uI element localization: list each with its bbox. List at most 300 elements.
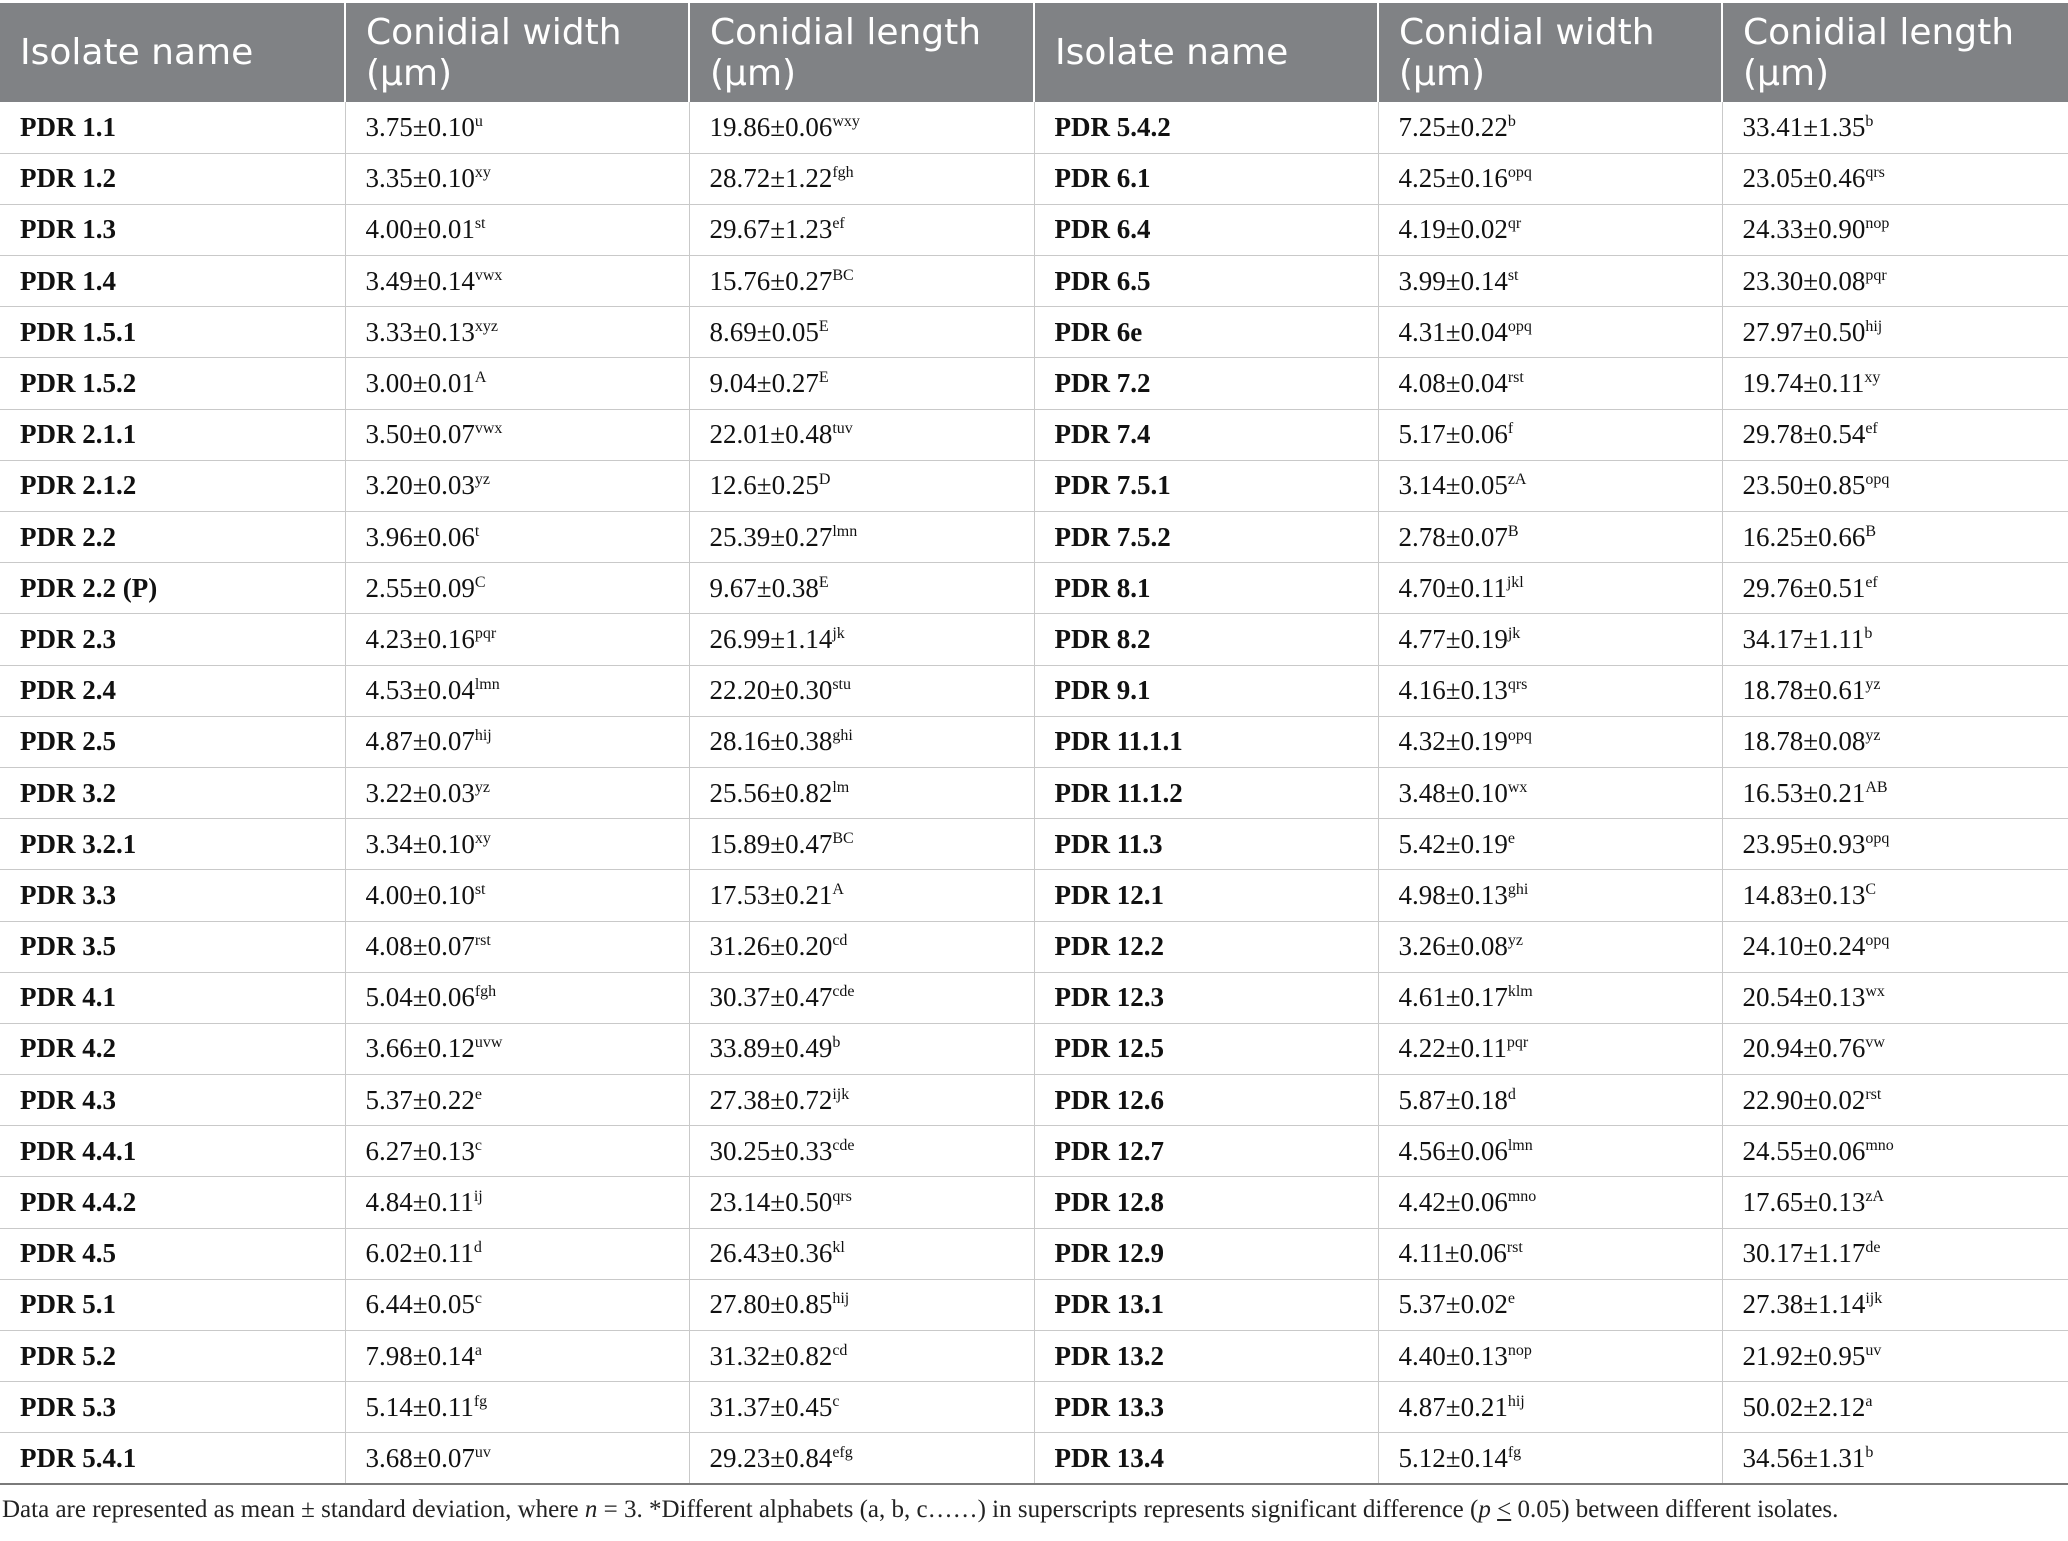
significance-letters: xy: [474, 829, 491, 847]
isolate-name-cell: [0, 153, 345, 204]
table-row: [0, 767, 2068, 818]
cell-value: PDR 5.1: [20, 1289, 116, 1320]
isolate-name-cell: [1034, 563, 1378, 614]
cell-value: 22.20±0.30: [709, 675, 833, 706]
table-row: [0, 614, 2068, 665]
significance-letters: b: [832, 1034, 841, 1052]
cell-value: PDR 7.5.1: [1054, 470, 1171, 501]
significance-letters: wxy: [832, 112, 860, 130]
length-cell: [689, 1126, 1034, 1177]
width-cell: [1378, 972, 1722, 1023]
length-cell: [1722, 563, 2068, 614]
isolate-name-cell: [0, 1228, 345, 1279]
significance-letters: E: [818, 369, 829, 387]
significance-letters: ghi: [832, 727, 853, 745]
width-cell: [1378, 1228, 1722, 1279]
width-cell: [1378, 1382, 1722, 1433]
length-cell: [689, 409, 1034, 460]
width-cell: [345, 1382, 689, 1433]
isolate-name-cell: [1034, 716, 1378, 767]
length-cell: [1722, 972, 2068, 1023]
cell-value: PDR 1.4: [20, 265, 116, 296]
cell-value: 8.69±0.05: [709, 316, 819, 347]
cell-value: 5.42±0.19: [1398, 828, 1508, 859]
isolate-name-cell: [1034, 870, 1378, 921]
table-row: [0, 512, 2068, 563]
isolate-name-cell: [0, 460, 345, 511]
width-cell: [1378, 1433, 1722, 1484]
length-cell: [1722, 409, 2068, 460]
length-cell: [689, 819, 1034, 870]
significance-letters: E: [818, 573, 829, 591]
width-cell: [345, 1331, 689, 1382]
significance-letters: nop: [1507, 1341, 1532, 1359]
cell-value: 3.22±0.03: [365, 777, 475, 808]
cell-value: 4.25±0.16: [1398, 163, 1508, 194]
length-cell: [689, 1382, 1034, 1433]
width-cell: [1378, 358, 1722, 409]
significance-letters: efg: [832, 1443, 853, 1461]
isolate-name-cell: [1034, 972, 1378, 1023]
significance-letters: stu: [832, 676, 851, 694]
width-cell: [345, 153, 689, 204]
significance-letters: yz: [474, 778, 490, 796]
cell-value: 29.76±0.51: [1742, 572, 1866, 603]
cell-value: PDR 13.4: [1054, 1442, 1164, 1473]
significance-letters: hij: [832, 1290, 850, 1308]
isolate-name-cell: [1034, 1126, 1378, 1177]
cell-value: 3.96±0.06: [365, 521, 475, 552]
width-cell: [1378, 102, 1722, 153]
width-cell: [345, 972, 689, 1023]
significance-letters: c: [474, 1136, 482, 1154]
width-cell: [345, 1433, 689, 1484]
significance-letters: xy: [1864, 369, 1881, 387]
significance-letters: C: [1865, 880, 1876, 898]
isolate-name-cell: [1034, 1382, 1378, 1433]
cell-value: PDR 11.3: [1054, 828, 1163, 859]
length-cell: [1722, 767, 2068, 818]
length-cell: [1722, 870, 2068, 921]
significance-letters: wx: [1507, 778, 1528, 796]
significance-letters: jk: [832, 624, 845, 642]
footnote-text-3: 0.05) between different isolates.: [1511, 1496, 1839, 1523]
width-cell: [345, 409, 689, 460]
table-row: [0, 1126, 2068, 1177]
length-cell: [1722, 460, 2068, 511]
isolate-name-cell: [0, 307, 345, 358]
width-cell: [345, 102, 689, 153]
table-row: [0, 409, 2068, 460]
length-cell: [1722, 1023, 2068, 1074]
length-cell: [689, 972, 1034, 1023]
cell-value: PDR 5.2: [20, 1340, 116, 1371]
cell-value: 4.08±0.04: [1398, 368, 1508, 399]
cell-value: 5.12±0.14: [1398, 1442, 1508, 1473]
length-cell: [689, 204, 1034, 255]
width-cell: [345, 819, 689, 870]
cell-value: 26.99±1.14: [709, 623, 833, 654]
significance-letters: b: [1507, 112, 1516, 130]
cell-value: PDR 2.1.2: [20, 470, 137, 501]
width-cell: [345, 307, 689, 358]
cell-value: 5.04±0.06: [365, 982, 475, 1013]
width-cell: [345, 1279, 689, 1330]
significance-letters: pqr: [1506, 1034, 1529, 1052]
cell-value: 28.16±0.38: [709, 726, 833, 757]
cell-value: 4.22±0.11: [1398, 1033, 1507, 1064]
length-cell: [1722, 819, 2068, 870]
significance-letters: qrs: [1865, 164, 1885, 182]
length-cell: [1722, 1177, 2068, 1228]
cell-value: PDR 9.1: [1054, 675, 1151, 706]
width-cell: [345, 716, 689, 767]
significance-letters: ghi: [1507, 880, 1529, 898]
length-cell: [689, 512, 1034, 563]
isolate-name-cell: [1034, 767, 1378, 818]
table-row: [0, 665, 2068, 716]
width-cell: [1378, 870, 1722, 921]
significance-letters: qrs: [832, 1188, 852, 1206]
isolate-name-cell: [1034, 358, 1378, 409]
cell-value: PDR 8.1: [1054, 572, 1151, 603]
cell-value: PDR 7.4: [1054, 419, 1151, 450]
significance-letters: fg: [473, 1392, 488, 1410]
length-cell: [689, 1228, 1034, 1279]
isolate-name-cell: [0, 563, 345, 614]
significance-letters: opq: [1865, 829, 1890, 847]
header-isolate-name: Isolate name: [0, 3, 345, 102]
width-cell: [1378, 409, 1722, 460]
cell-value: 3.66±0.12: [365, 1033, 475, 1064]
significance-letters: uv: [474, 1443, 491, 1461]
significance-letters: BC: [832, 266, 854, 284]
cell-value: 23.50±0.85: [1742, 470, 1866, 501]
cell-value: 4.87±0.07: [365, 726, 475, 757]
table-row: [0, 1228, 2068, 1279]
significance-letters: lmn: [1507, 1136, 1533, 1154]
significance-letters: d: [473, 1239, 482, 1257]
width-cell: [1378, 716, 1722, 767]
cell-value: PDR 2.2: [20, 521, 116, 552]
cell-value: 4.31±0.04: [1398, 316, 1508, 347]
isolate-name-cell: [0, 512, 345, 563]
cell-value: PDR 8.2: [1054, 623, 1151, 654]
significance-letters: zA: [1865, 1188, 1884, 1206]
isolate-conidia-table: [0, 3, 2068, 1485]
significance-letters: mno: [1507, 1188, 1537, 1206]
width-cell: [345, 1075, 689, 1126]
significance-letters: B: [1507, 522, 1519, 540]
significance-letters: u: [474, 112, 483, 130]
significance-letters: pqr: [474, 624, 497, 642]
cell-value: PDR 3.5: [20, 931, 116, 962]
cell-value: PDR 13.3: [1054, 1391, 1164, 1422]
cell-value: 4.98±0.13: [1398, 879, 1508, 910]
cell-value: 5.37±0.02: [1398, 1289, 1508, 1320]
length-cell: [1722, 1433, 2068, 1484]
isolate-name-cell: [0, 1331, 345, 1382]
cell-value: 3.35±0.10: [365, 163, 475, 194]
width-cell: [345, 358, 689, 409]
isolate-name-cell: [1034, 307, 1378, 358]
cell-value: PDR 2.1.1: [20, 419, 137, 450]
cell-value: PDR 1.3: [20, 214, 116, 245]
cell-value: PDR 6e: [1054, 316, 1143, 347]
length-cell: [1722, 512, 2068, 563]
cell-value: 30.17±1.17: [1742, 1238, 1866, 1269]
width-cell: [1378, 1075, 1722, 1126]
length-cell: [689, 153, 1034, 204]
footnote-text-2: = 3. *Different alphabets (a, b, c……) in superscripts represents significant difference (: [597, 1496, 1479, 1523]
cell-value: 30.25±0.33: [709, 1135, 833, 1166]
width-cell: [1378, 1279, 1722, 1330]
cell-value: 4.11±0.06: [1398, 1238, 1507, 1269]
cell-value: PDR 5.3: [20, 1391, 116, 1422]
cell-value: 21.92±0.95: [1742, 1340, 1866, 1371]
significance-letters: opq: [1865, 471, 1890, 489]
cell-value: 31.37±0.45: [709, 1391, 833, 1422]
cell-value: 4.87±0.21: [1398, 1391, 1508, 1422]
cell-value: PDR 12.9: [1054, 1238, 1164, 1269]
length-cell: [1722, 153, 2068, 204]
width-cell: [1378, 614, 1722, 665]
isolate-name-cell: [1034, 1331, 1378, 1382]
cell-value: 25.56±0.82: [709, 777, 833, 808]
table-footnote: [2, 1496, 1838, 1524]
isolate-name-cell: [0, 1177, 345, 1228]
isolate-name-cell: [0, 1382, 345, 1433]
cell-value: 17.53±0.21: [709, 879, 833, 910]
cell-value: 19.86±0.06: [709, 111, 833, 142]
isolate-name-cell: [1034, 460, 1378, 511]
cell-value: 3.00±0.01: [365, 368, 475, 399]
cell-value: PDR 4.5: [20, 1238, 116, 1269]
cell-value: 20.54±0.13: [1742, 982, 1866, 1013]
width-cell: [345, 1177, 689, 1228]
length-cell: [1722, 1382, 2068, 1433]
cell-value: PDR 1.2: [20, 163, 116, 194]
isolate-name-cell: [0, 870, 345, 921]
significance-letters: lmn: [832, 522, 858, 540]
length-cell: [689, 563, 1034, 614]
significance-letters: rst: [1506, 1239, 1523, 1257]
significance-letters: B: [1865, 522, 1876, 540]
table-row: [0, 460, 2068, 511]
width-cell: [1378, 1177, 1722, 1228]
cell-value: PDR 7.2: [1054, 368, 1151, 399]
cell-value: PDR 3.2.1: [20, 828, 137, 859]
significance-letters: yz: [1865, 676, 1881, 694]
length-cell: [689, 1331, 1034, 1382]
width-cell: [1378, 1331, 1722, 1382]
significance-letters: vw: [1865, 1034, 1885, 1052]
cell-value: PDR 13.1: [1054, 1289, 1164, 1320]
length-cell: [689, 665, 1034, 716]
width-cell: [345, 614, 689, 665]
cell-value: 27.97±0.50: [1742, 316, 1866, 347]
significance-letters: uvw: [474, 1034, 503, 1052]
cell-value: 18.78±0.61: [1742, 675, 1866, 706]
cell-value: PDR 4.4.2: [20, 1187, 137, 1218]
significance-letters: c: [832, 1392, 840, 1410]
isolate-name-cell: [0, 665, 345, 716]
cell-value: 5.17±0.06: [1398, 419, 1508, 450]
footnote-p-symbol: p: [1478, 1496, 1491, 1523]
width-cell: [1378, 204, 1722, 255]
cell-value: 4.23±0.16: [365, 623, 475, 654]
significance-letters: jk: [1507, 624, 1521, 642]
table-row: [0, 716, 2068, 767]
significance-letters: ijk: [1865, 1290, 1883, 1308]
significance-letters: lmn: [474, 676, 500, 694]
table-row: [0, 870, 2068, 921]
cell-value: PDR 12.1: [1054, 879, 1164, 910]
isolate-name-cell: [1034, 512, 1378, 563]
width-cell: [1378, 153, 1722, 204]
table-row: [0, 256, 2068, 307]
cell-value: 27.80±0.85: [709, 1289, 833, 1320]
table-row: [0, 358, 2068, 409]
cell-value: 4.32±0.19: [1398, 726, 1508, 757]
significance-letters: hij: [1865, 317, 1883, 335]
length-cell: [1722, 921, 2068, 972]
isolate-name-cell: [1034, 1433, 1378, 1484]
table-row: [0, 204, 2068, 255]
cell-value: 23.14±0.50: [709, 1187, 833, 1218]
cell-value: 23.30±0.08: [1742, 265, 1866, 296]
significance-letters: klm: [1507, 983, 1533, 1001]
width-cell: [1378, 307, 1722, 358]
cell-value: 33.41±1.35: [1742, 111, 1866, 142]
isolate-name-cell: [1034, 1075, 1378, 1126]
length-cell: [1722, 1331, 2068, 1382]
isolate-name-cell: [1034, 1023, 1378, 1074]
significance-letters: b: [1865, 1443, 1874, 1461]
significance-letters: fgh: [832, 164, 854, 182]
footnote-leq-symbol: <: [1497, 1496, 1512, 1523]
width-cell: [1378, 256, 1722, 307]
length-cell: [689, 1075, 1034, 1126]
cell-value: 4.70±0.11: [1398, 572, 1507, 603]
significance-letters: fg: [1507, 1443, 1522, 1461]
cell-value: PDR 1.1: [20, 111, 116, 142]
significance-letters: wx: [1865, 983, 1885, 1001]
cell-value: 16.53±0.21: [1742, 777, 1866, 808]
table-row: [0, 563, 2068, 614]
significance-letters: mno: [1865, 1136, 1894, 1154]
cell-value: PDR 1.5.2: [20, 368, 137, 399]
width-cell: [345, 512, 689, 563]
length-cell: [1722, 1228, 2068, 1279]
cell-value: PDR 3.2: [20, 777, 116, 808]
isolate-name-cell: [1034, 409, 1378, 460]
significance-letters: hij: [474, 727, 492, 745]
cell-value: 3.34±0.10: [365, 828, 475, 859]
cell-value: 2.55±0.09: [365, 572, 475, 603]
length-cell: [689, 921, 1034, 972]
isolate-name-cell: [1034, 256, 1378, 307]
table-body: [0, 102, 2068, 1484]
cell-value: PDR 5.4.2: [1054, 111, 1171, 142]
isolate-name-cell: [0, 1279, 345, 1330]
cell-value: PDR 13.2: [1054, 1340, 1164, 1371]
isolate-name-cell: [0, 921, 345, 972]
width-cell: [345, 563, 689, 614]
cell-value: 4.77±0.19: [1398, 623, 1508, 654]
cell-value: PDR 11.1.2: [1054, 777, 1183, 808]
significance-letters: fgh: [474, 983, 497, 1001]
width-cell: [1378, 921, 1722, 972]
isolate-name-cell: [0, 256, 345, 307]
table-row: [0, 1331, 2068, 1382]
isolate-name-cell: [0, 409, 345, 460]
cell-value: 28.72±1.22: [709, 163, 833, 194]
table-row: [0, 921, 2068, 972]
significance-letters: st: [474, 215, 486, 233]
length-cell: [689, 767, 1034, 818]
cell-value: 6.44±0.05: [365, 1289, 475, 1320]
significance-letters: b: [1865, 112, 1874, 130]
cell-value: 4.56±0.06: [1398, 1135, 1508, 1166]
cell-value: PDR 1.5.1: [20, 316, 137, 347]
length-cell: [689, 1433, 1034, 1484]
cell-value: PDR 12.3: [1054, 982, 1164, 1013]
cell-value: 30.37±0.47: [709, 982, 833, 1013]
table-row: [0, 1177, 2068, 1228]
width-cell: [345, 767, 689, 818]
isolate-name-cell: [0, 819, 345, 870]
significance-letters: rst: [474, 932, 491, 950]
cell-value: 5.14±0.11: [365, 1391, 474, 1422]
width-cell: [345, 665, 689, 716]
significance-letters: opq: [1507, 727, 1532, 745]
length-cell: [1722, 307, 2068, 358]
header-conidial-length: Conidial length (μm): [689, 3, 1034, 102]
isolate-name-cell: [0, 614, 345, 665]
length-cell: [1722, 1075, 2068, 1126]
significance-letters: yz: [1865, 727, 1881, 745]
table-row: [0, 1023, 2068, 1074]
cell-value: PDR 7.5.2: [1054, 521, 1171, 552]
header-isolate-name-2: Isolate name: [1034, 3, 1378, 102]
length-cell: [689, 358, 1034, 409]
cell-value: 33.89±0.49: [709, 1033, 833, 1064]
cell-value: PDR 2.5: [20, 726, 116, 757]
significance-letters: opq: [1507, 164, 1532, 182]
header-row: [0, 3, 2068, 102]
table-row: [0, 972, 2068, 1023]
cell-value: 4.19±0.02: [1398, 214, 1508, 245]
length-cell: [689, 307, 1034, 358]
cell-value: 3.26±0.08: [1398, 931, 1508, 962]
cell-value: 27.38±1.14: [1742, 1289, 1866, 1320]
cell-value: PDR 4.2: [20, 1033, 116, 1064]
width-cell: [1378, 460, 1722, 511]
width-cell: [1378, 665, 1722, 716]
isolate-name-cell: [1034, 1279, 1378, 1330]
significance-letters: d: [1507, 1085, 1516, 1103]
isolate-name-cell: [0, 204, 345, 255]
length-cell: [1722, 204, 2068, 255]
width-cell: [345, 1228, 689, 1279]
significance-letters: rst: [1865, 1085, 1882, 1103]
cell-value: 26.43±0.36: [709, 1238, 833, 1269]
cell-value: PDR 12.7: [1054, 1135, 1164, 1166]
cell-value: 6.02±0.11: [365, 1238, 474, 1269]
length-cell: [1722, 102, 2068, 153]
cell-value: PDR 12.5: [1054, 1033, 1164, 1064]
